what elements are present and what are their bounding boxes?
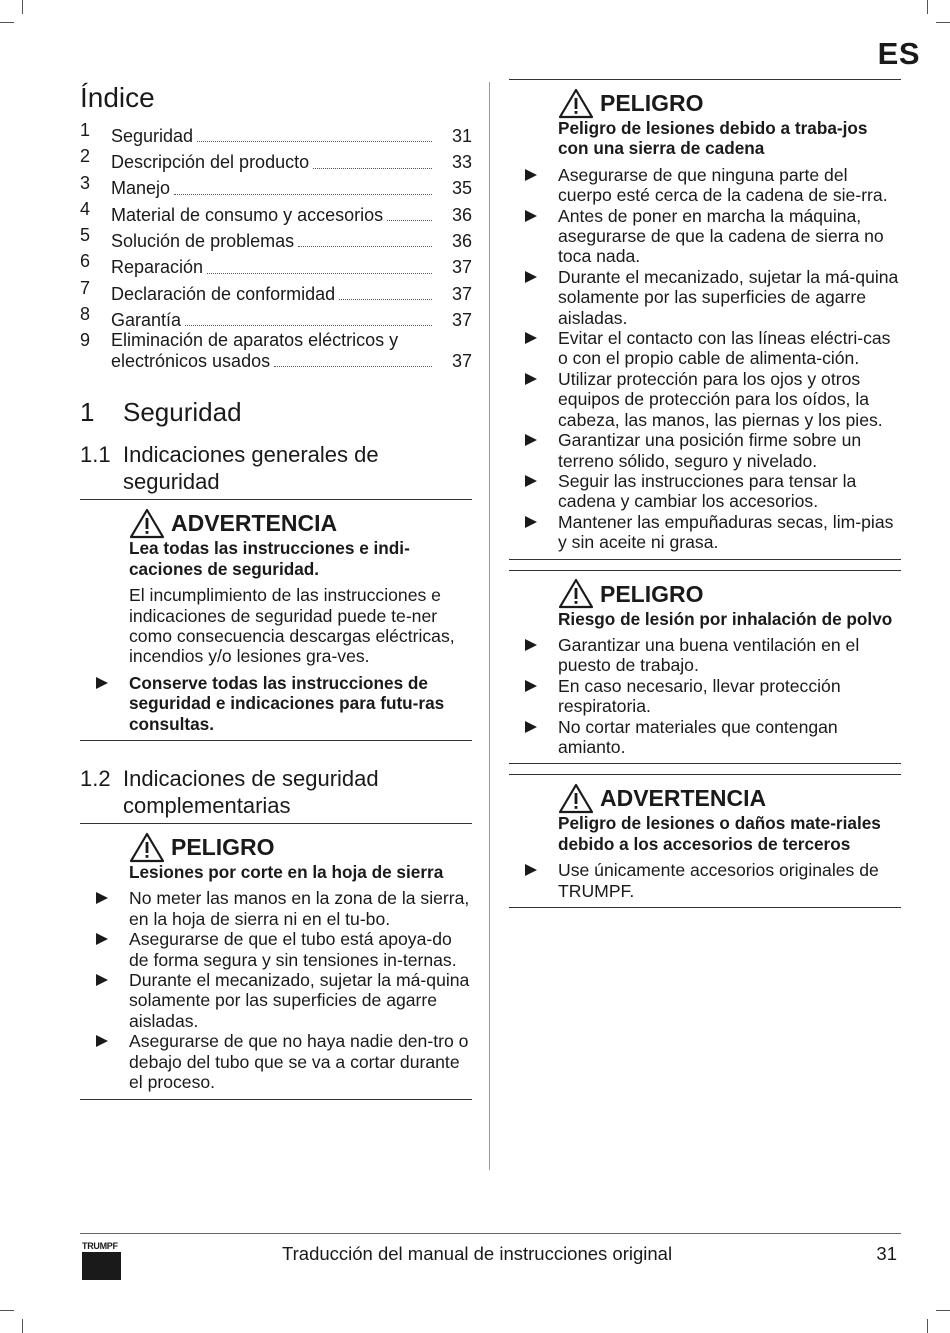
instruction-item: No meter las manos en la zona de la sierra, en la hoja de sierra ni en el tu-bo. — [129, 888, 472, 929]
signal-word-text: ADVERTENCIA — [171, 510, 338, 537]
warning-triangle-icon — [129, 832, 165, 863]
hazard-title: Riesgo de lesión por inhalación de polvo — [558, 608, 893, 629]
instruction-list — [558, 165, 901, 553]
danger-block-dust — [509, 570, 901, 765]
warning-triangle-icon — [558, 783, 594, 814]
toc-item-page: 37 — [451, 257, 472, 278]
bullet-arrow-icon — [525, 864, 537, 876]
toc-item-text: Garantía — [111, 309, 182, 330]
toc-leader-dots — [298, 246, 432, 247]
instruction-item: Durante el mecanizado, sujetar la má-quina solamente por las superficies de agarre aisladas. — [558, 267, 901, 328]
toc-item-page: 37 — [451, 309, 472, 330]
toc-leader-dots — [185, 325, 432, 326]
toc-leader-dots — [207, 273, 432, 274]
section-heading-1-1 — [80, 441, 472, 495]
section-number: 1 — [80, 397, 95, 428]
toc-item-number: 8 — [80, 304, 91, 325]
section-number: 1.1 — [80, 442, 111, 468]
toc-item-text: Seguridad — [111, 125, 194, 146]
hazard-title: Lesiones por corte en la hoja de sierra — [129, 862, 444, 883]
signal-word-text: PELIGRO — [600, 580, 704, 607]
trumpf-logo — [82, 1241, 121, 1280]
instruction-list — [558, 860, 901, 901]
toc-item-number: 5 — [80, 225, 91, 246]
toc-item[interactable] — [80, 304, 472, 330]
warning-block-accessories — [509, 774, 901, 908]
logo-text: TRUMPF — [82, 1241, 118, 1251]
signal-word — [558, 783, 901, 813]
column-divider — [489, 82, 490, 1170]
warning-triangle-icon — [558, 578, 594, 609]
toc-item-page: 35 — [451, 178, 472, 199]
instruction-item: Asegurarse de que el tubo está apoya-do de forma segura y sin tensiones in-ternas. — [129, 929, 472, 970]
bullet-arrow-icon — [525, 271, 537, 283]
toc-item-number: 7 — [80, 277, 91, 298]
section-title: complementarias — [123, 793, 291, 819]
bullet-arrow-icon — [525, 434, 537, 446]
toc-item-page: 37 — [451, 283, 472, 304]
logo-block — [82, 1252, 121, 1280]
toc-leader-dots — [313, 168, 432, 169]
toc-item-number: 1 — [80, 120, 91, 140]
danger-block-chainsaw — [509, 79, 901, 560]
bullet-arrow-icon — [525, 169, 537, 181]
crop-mark — [927, 1319, 928, 1333]
footer-title: Traducción del manual de instrucciones original — [282, 1243, 673, 1264]
instruction-list — [129, 673, 472, 734]
instruction-item: Asegurarse de que ninguna parte del cuerpo esté cerca de la cadena de sie-rra. — [558, 165, 901, 206]
section-title: Indicaciones de seguridad — [123, 766, 379, 792]
signal-word — [129, 832, 472, 862]
signal-word-text: PELIGRO — [171, 834, 275, 861]
toc-item[interactable] — [80, 251, 472, 277]
toc-item-number: 4 — [80, 198, 91, 219]
toc-item[interactable] — [80, 120, 472, 146]
toc-item-number: 6 — [80, 251, 91, 272]
instruction-item: Utilizar protección para los ojos y otros equipos de protección para los oídos, la cabeza, las manos, las piernas y los pies. — [558, 369, 901, 430]
signal-word-text: ADVERTENCIA — [600, 785, 767, 812]
toc-item-number: 3 — [80, 172, 91, 193]
warning-triangle-icon — [129, 508, 165, 539]
crop-mark — [936, 22, 950, 23]
signal-word — [129, 508, 472, 538]
section-title: Indicaciones generales de — [123, 442, 379, 468]
section-title: Seguridad — [123, 397, 242, 428]
bullet-arrow-icon — [525, 721, 537, 733]
bullet-arrow-icon — [525, 475, 537, 487]
bullet-arrow-icon — [96, 892, 108, 904]
toc-item[interactable] — [80, 146, 472, 172]
instruction-item: Garantizar una buena ventilación en el puesto de trabajo. — [558, 635, 901, 676]
footer-divider — [80, 1233, 901, 1234]
toc-item-page: 33 — [451, 152, 472, 173]
instruction-item: Mantener las empuñaduras secas, lim-pias y sin aceite ni grasa. — [558, 512, 901, 553]
toc-item[interactable] — [80, 225, 472, 251]
section-number: 1.2 — [80, 766, 111, 792]
bullet-arrow-icon — [525, 210, 537, 222]
signal-word — [558, 579, 901, 609]
toc-item[interactable] — [80, 330, 472, 377]
hazard-title: Peligro de lesiones o daños mate-riales debido a los accesorios de terceros — [558, 813, 881, 854]
bullet-arrow-icon — [96, 974, 108, 986]
danger-block-saw — [80, 823, 472, 1099]
instruction-list — [129, 888, 472, 1092]
right-column — [509, 79, 901, 918]
bullet-arrow-icon — [525, 639, 537, 651]
toc-leader-dots — [197, 141, 432, 142]
bullet-arrow-icon — [96, 677, 108, 689]
instruction-item: Conserve todas las instrucciones de seguridad e indicaciones para futu-ras consultas. — [129, 673, 472, 734]
toc-title: Índice — [80, 82, 155, 113]
bullet-arrow-icon — [96, 933, 108, 945]
toc-item-page: 36 — [451, 204, 472, 225]
toc-leader-dots — [387, 220, 432, 221]
section-heading-1-2 — [80, 765, 472, 819]
table-of-contents — [80, 120, 472, 377]
bullet-arrow-icon — [525, 516, 537, 528]
instruction-item: Seguir las instrucciones para tensar la cadena y cambiar los accesorios. — [558, 471, 901, 512]
toc-item[interactable] — [80, 173, 472, 199]
toc-item[interactable] — [80, 199, 472, 225]
toc-item-number: 2 — [80, 146, 91, 167]
toc-item-number: 9 — [80, 330, 91, 351]
toc-item-text: Manejo — [111, 178, 171, 199]
instruction-list — [558, 635, 901, 757]
toc-leader-dots — [174, 194, 432, 195]
instruction-item: Use únicamente accesorios originales de TRUMPF. — [558, 860, 901, 901]
crop-mark — [927, 0, 928, 14]
toc-item-page: 36 — [451, 230, 472, 251]
bullet-arrow-icon — [525, 373, 537, 385]
instruction-item: Evitar el contacto con las líneas eléctri-cas o con el propio cable de alimenta-ción. — [558, 328, 901, 369]
toc-item-text: Reparación — [111, 257, 204, 278]
toc-leader-dots — [274, 366, 432, 367]
toc-item-text: Material de consumo y accesorios — [111, 204, 384, 225]
instruction-item: Antes de poner en marcha la máquina, asegurarse de que la cadena de sierra no toca nada. — [558, 206, 901, 267]
toc-item-page: 37 — [451, 350, 472, 371]
instruction-item: Durante el mecanizado, sujetar la má-quina solamente por las superficies de agarre aisladas. — [129, 970, 472, 1031]
toc-item-text: electrónicos usados — [111, 350, 271, 371]
hazard-title: Lea todas las instrucciones e indi-caciones de seguridad. — [129, 538, 410, 579]
toc-item-text: Descripción del producto — [111, 152, 310, 173]
toc-item-page: 31 — [451, 125, 472, 146]
toc-item-text: Solución de problemas — [111, 230, 295, 251]
toc-item-text: Eliminación de aparatos eléctricos y — [111, 330, 399, 351]
instruction-item: No cortar materiales que contengan amianto. — [558, 717, 901, 758]
section-heading-1 — [80, 397, 472, 427]
section-title: seguridad — [123, 469, 220, 495]
crop-mark — [22, 1319, 23, 1333]
bullet-arrow-icon — [525, 332, 537, 344]
signal-word — [558, 88, 901, 118]
page-number: 31 — [876, 1243, 897, 1264]
hazard-description: El incumplimiento de las instrucciones e indicaciones de seguridad puede te-ner como consecuencia descargas eléctricas, incendios y/o lesiones gra-ves. — [129, 585, 455, 667]
toc-item-text: Declaración de conformidad — [111, 283, 336, 304]
toc-item[interactable] — [80, 278, 472, 304]
instruction-item: Asegurarse de que no haya nadie den-tro o debajo del tubo que se va a cortar durante el proceso. — [129, 1031, 472, 1092]
crop-mark — [936, 1310, 950, 1311]
bullet-arrow-icon — [96, 1035, 108, 1047]
left-column — [80, 80, 472, 1124]
toc-leader-dots — [339, 299, 432, 300]
instruction-item: Garantizar una posición firme sobre un terreno sólido, seguro y nivelado. — [558, 430, 901, 471]
crop-mark — [0, 22, 14, 23]
bullet-arrow-icon — [525, 680, 537, 692]
crop-mark — [0, 1310, 14, 1311]
language-tag: ES — [877, 36, 920, 71]
crop-mark — [22, 0, 23, 14]
warning-triangle-icon — [558, 88, 594, 119]
hazard-title: Peligro de lesiones debido a traba-jos con una sierra de cadena — [558, 118, 868, 159]
signal-word-text: PELIGRO — [600, 90, 704, 116]
warning-block-general — [80, 499, 472, 741]
instruction-item: En caso necesario, llevar protección respiratoria. — [558, 676, 901, 717]
